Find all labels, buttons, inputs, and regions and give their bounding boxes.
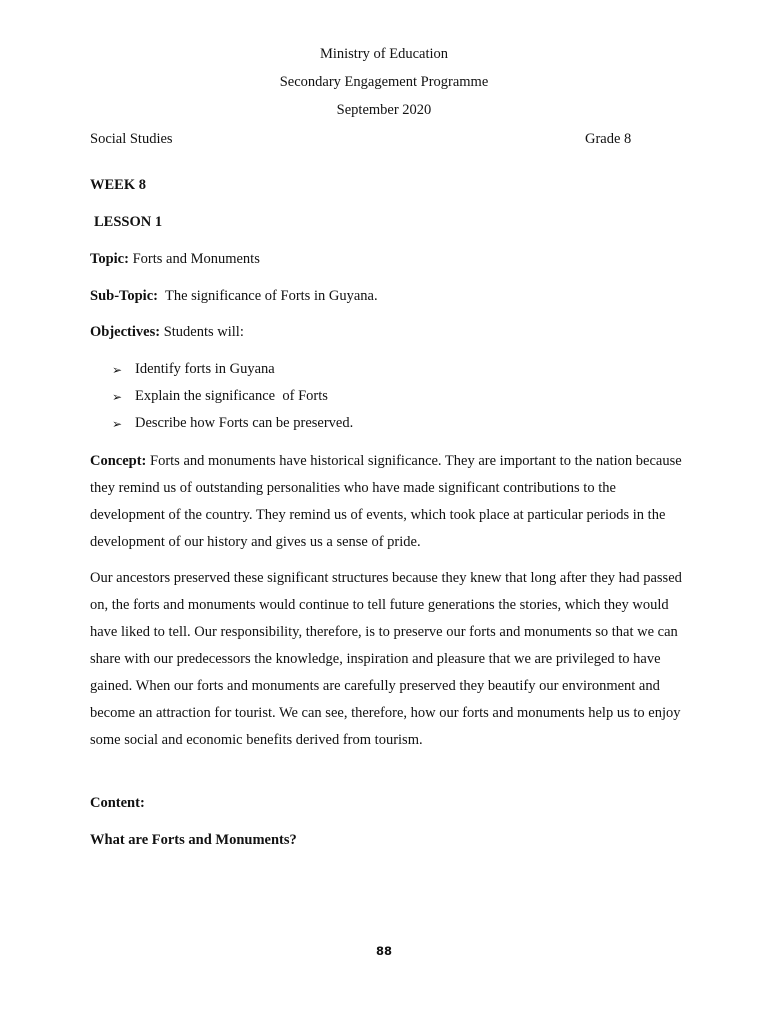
week-heading: WEEK 8 bbox=[90, 177, 146, 193]
objective-item: Explain the significance of Forts bbox=[135, 388, 328, 404]
ancestors-paragraph: Our ancestors preserved these significant structures because they knew that long after they had passed on, the forts and monuments would continue to tell future generations the stories, which they would have liked to tell. Our responsibility, therefore, is to preserve our forts and monuments so that we can share with our predecessors the knowledge, inspiration and pleasure that we are privileged to have gained. When our forts and monuments are carefully preserved they beautify our environment and become an attraction for tourist. We can see, therefore, how our forts and monuments help us to enjoy some social and economic benefits derived from tourism. bbox=[90, 570, 682, 748]
objectives-value: Students will: bbox=[160, 324, 244, 340]
objective-item: Describe how Forts can be preserved. bbox=[135, 415, 354, 431]
subtopic-line bbox=[90, 288, 378, 305]
concept-paragraph bbox=[90, 448, 682, 556]
topic-line bbox=[90, 251, 260, 268]
arrow-bullet-icon: ➢ bbox=[112, 390, 123, 404]
objectives-label: Objectives: bbox=[90, 324, 161, 340]
lesson-heading: LESSON 1 bbox=[94, 214, 163, 230]
subtopic-value: The significance of Forts in Guyana. bbox=[157, 288, 378, 304]
header-programme: Secondary Engagement Programme bbox=[279, 74, 489, 90]
topic-label: Topic: bbox=[90, 251, 129, 267]
content-label: Content: bbox=[90, 795, 145, 811]
concept-text: Forts and monuments have historical significance. They are important to the nation because they remind us of outstanding personalities who have made significant contributions to the development of the country. They remind us of events, which took place at particular periods in the development of our history and gives us a sense of pride. bbox=[90, 453, 682, 550]
arrow-bullet-icon: ➢ bbox=[112, 417, 123, 431]
subject-label: Social Studies bbox=[90, 131, 173, 147]
page-number: 88 bbox=[375, 944, 392, 958]
objective-item: Identify forts in Guyana bbox=[135, 361, 275, 377]
header-ministry: Ministry of Education bbox=[319, 46, 449, 62]
objectives-line bbox=[90, 324, 244, 341]
subtopic-label: Sub-Topic: bbox=[90, 288, 158, 304]
grade-label: Grade 8 bbox=[585, 131, 632, 147]
concept-label: Concept: bbox=[90, 453, 147, 469]
content-question: What are Forts and Monuments? bbox=[90, 832, 297, 848]
topic-value: Forts and Monuments bbox=[128, 251, 260, 267]
arrow-bullet-icon: ➢ bbox=[112, 363, 123, 377]
header-date: September 2020 bbox=[336, 102, 432, 118]
